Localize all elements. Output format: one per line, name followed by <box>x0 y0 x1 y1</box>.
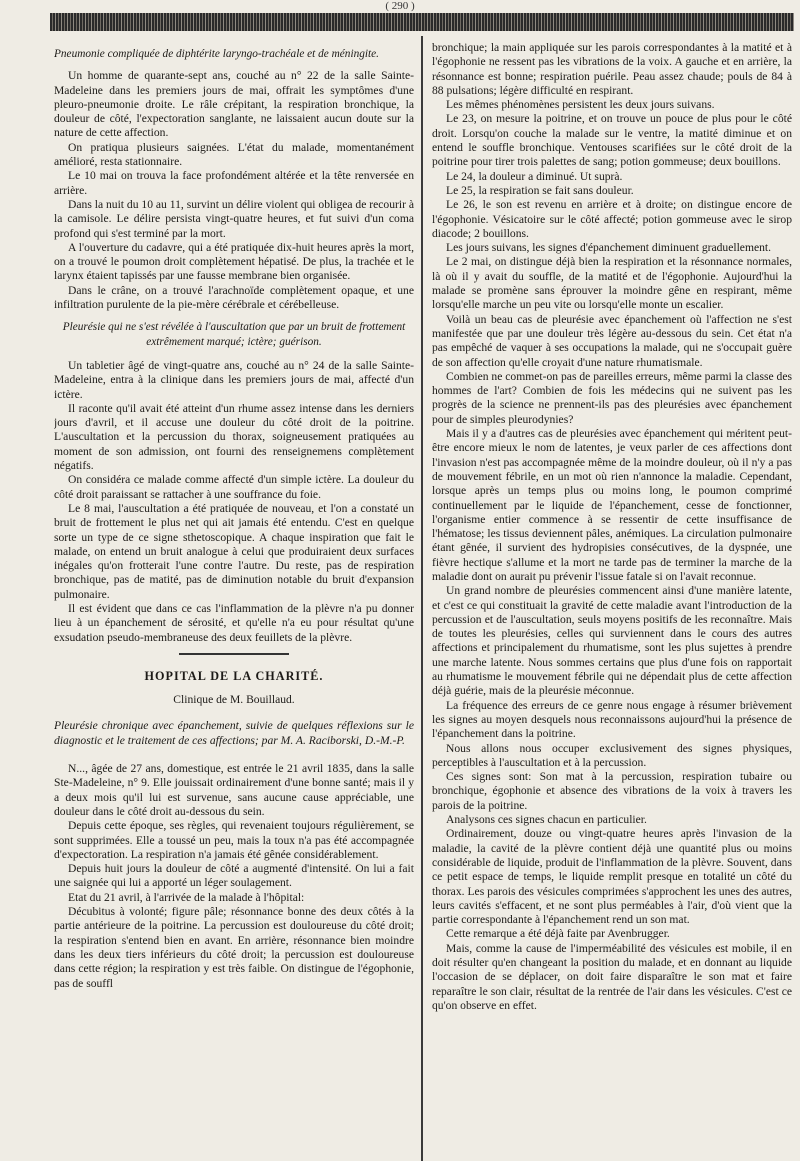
section-divider <box>179 653 289 655</box>
paragraph: Mais il y a d'autres cas de pleurésies avec épanchement qui méritent peut-être encore mieux le nom de latentes, je veux parler de ces affections dont l'invasion n'est pas accompagnée même de la moindre douleur, où il n'y a pas de mouvement fébrile, en un mot où rien n'annonce la maladie. Cependant, lorsque après un temps plus ou moins long, le poumon comprimé continuellement par le liquide de l'épanchement, cesse de fonctionner, l'organisme entier commence à se ressentir de cette insuffisance de l'hématose; les tissus deviennent pâles, anémiques. La circulation pulmonaire étant gênée, il survient des hydropisies consécutives, de la dyspnée, une fièvre hectique s'allume et la mort ne tarde pas de terminer la marche de la maladie dont on aurait pu prévenir l'issue fatale si on l'avait reconnue. <box>432 427 792 583</box>
paragraph: Les jours suivans, les signes d'épanchement diminuent graduellement. <box>446 241 772 255</box>
article-title-pleuresie-chronique: Pleurésie chronique avec épanchement, suivie de quelques réflexions sur le diagnostic et le traitement de ces affections; par M. A. Raciborski, D.-M.-P. <box>54 719 414 747</box>
right-column <box>432 41 792 1157</box>
paragraph: On pratiqua plusieurs saignées. L'état du malade, momentanément amélioré, resta stationnaire. <box>54 140 414 169</box>
article-title-pleuresie-frottement: Pleurésie qui ne s'est révélée à l'auscultation que par un bruit de frottement extrêmement marqué; ictère; guérison. <box>62 321 406 348</box>
hospital-heading: HOPITAL DE LA CHARITÉ. <box>144 668 324 683</box>
paragraph: Le 26, le son est revenu en arrière et à droite; on distingue encore de l'égophonie. Vésicatoire sur le côté affecté; potion gommeuse avec le sirop diacode; 2 bouillons. <box>432 198 792 240</box>
article-title-pneumonie: Pneumonie compliquée de diphtérite laryngo-trachéale et de méningite. <box>54 48 380 60</box>
paragraph: Analysons ces signes chacun en particulier. <box>446 813 647 827</box>
paragraph: Le 8 mai, l'auscultation a été pratiquée de nouveau, et l'on a constaté un bruit de frottement le plus net qui ait jamais été entendu. C'est en quelque sorte un type de ce signe sthetoscopique. A chaque inspiration que fait le malade, on entend un bruit analogue à celui que produiraient deux surfaces inégales qu'on frotterait l'une contre l'autre. Du reste, pas de respiration bronchique, pas de matité, pas de diminution notable du bruit d'expansion pulmonaire. <box>54 501 414 601</box>
paragraph: Voilà un beau cas de pleurésie avec épanchement où l'affection ne s'est manifestée que par une douleur très légère au-dessous du sein. Cet état n'a pas empêché de vaquer à ses occupations la malade, qui ne s'occupait guère de son affection qu'elle croyait d'une nature rhumatismale. <box>432 312 792 369</box>
left-column <box>54 41 414 1157</box>
paragraph: Un tabletier âgé de vingt-quatre ans, couché au n° 24 de la salle Sainte-Madeleine, entra à la clinique dans les premiers jours de mai, affecté d'un ictère. <box>54 358 414 401</box>
paragraph: Le 10 mai on trouva la face profondément altérée et la tête renversée en arrière. <box>54 169 414 197</box>
column-divider <box>421 36 423 1161</box>
paragraph: Etat du 21 avril, à l'arrivée de la malade à l'hôpital: <box>68 890 305 904</box>
paragraph: N..., âgée de 27 ans, domestique, est entrée le 21 avril 1835, dans la salle Ste-Madeleine, n° 9. Elle jouissait ordinairement d'une bonne santé; mais il y a deux mois qu'il lui est survenue, sans aucune cause appréciable, une douleur dans le côté droit au-dessous du sein. <box>54 762 414 818</box>
paragraph: Les mêmes phénomènes persistent les deux jours suivans. <box>446 98 715 112</box>
paragraph: Le 24, la douleur a diminué. Ut suprà. <box>446 169 623 183</box>
paragraph: Depuis huit jours la douleur de côté a augmenté d'intensité. On lui a fait une saignée qui lui a apporté un léger soulagement. <box>54 862 414 890</box>
paragraph: Cette remarque a été déjà faite par Avenbrugger. <box>446 927 670 941</box>
paragraph: Ces signes sont: Son mat à la percussion, respiration tubaire ou bronchique, égophonie et absence des vibrations de la voix à travers les parois de la poitrine. <box>432 770 792 812</box>
paragraph: Le 2 mai, on distingue déjà bien la respiration et la résonnance normales, là où il y avait du souffle, de la matité et de l'égophonie. Aujourd'hui la malade se promène sans éprouver la moindre gêne en respirant, même lorsqu'elle marche un peu vite ou lorsqu'elle monte un escalier. <box>432 255 792 312</box>
paragraph: On considéra ce malade comme affecté d'un simple ictère. La douleur du côté droit paraissant se rattacher à une souffrance du foie. <box>54 473 414 501</box>
paragraph: Mais, comme la cause de l'imperméabilité des vésicules est mobile, il en doit résulter qu'en changeant la position du malade, et en donnant au liquide l'occasion de se déplacer, on doit faire disparaître le son mat et faire reparaître le son clair, résultat de la rentrée de l'air dans les vésicules. C'est ce qu'on observe en effet. <box>432 941 792 1012</box>
paragraph: Dans le crâne, on a trouvé l'arachnoïde complètement opaque, et une infiltration purulente de la pie-mère cérébrale et cérébelleuse. <box>54 283 414 312</box>
paragraph: Un grand nombre de pleurésies commencent ainsi d'une manière latente, et c'est ce qui constituait la gravité de cette maladie avant l'introduction de la percussion et de l'auscultation, seuls moyens positifs de les reconnaître. Mais de toutes les pleurésies, celles qui surviennent dans le cours des autres affections et principalement du rhumatisme, sont les plus sujettes à prendre une marche latente. Nous sommes certains que plus d'une fois on rapportait au rhumatisme le mouvement fébrile qui ne dépendait plus de cette affection déjà guérie, mais de la pleurésie méconnue. <box>432 584 792 698</box>
paragraph: Depuis cette époque, ses règles, qui revenaient toujours régulièrement, se sont supprimées. Elle a toussé un peu, mais la toux n'a pas été accompagnée d'expectoration. La respiration n'a jamais été gênée considérablement. <box>54 819 414 861</box>
paragraph: La fréquence des erreurs de ce genre nous engage à résumer brièvement les signes au moyen desquels nous reconnaissons aujourd'hui la présence de l'épanchement dans la poitrine. <box>432 698 792 741</box>
page-number: ( 290 ) <box>385 0 415 12</box>
paragraph: Il raconte qu'il avait été atteint d'un rhume assez intense dans les derniers jours d'avril, et il accuse une douleur du côté droit de la poitrine. L'auscultation et la percussion du thorax, soigneusement pratiquées au moment de son admission, ont fourni des renseignemens complètement négatifs. <box>54 401 414 473</box>
paragraph: Nous allons nous occuper exclusivement des signes physiques, perceptibles à l'auscultation et à la percussion. <box>432 741 792 769</box>
paragraph: Ordinairement, douze ou vingt-quatre heures après l'invasion de la maladie, la cavité de la plèvre contient déjà une quantité plus ou moins considérable de liquide, produit de l'inflammation de la plèvre. Souvent, dans ce petit espace de temps, le liquide remplit presque en totalité un côté du thorax. Les parois des vésicules comprimées s'approchent les unes des autres, leurs cavités s'effacent, et ne sont plus perméables à l'air, d'où vient que la partie correspondante à l'épanchement rend un son mat. <box>432 827 792 927</box>
paragraph: Il est évident que dans ce cas l'inflammation de la plèvre n'a pu donner lieu à un épanchement de sérosité, et qu'elle n'a eu pour résultat qu'une exsudation pseudo-membraneuse des deux feuillets de la plèvre. <box>54 601 414 644</box>
clinic-heading: Clinique de M. Bouillaud. <box>173 693 295 707</box>
paragraph: A l'ouverture du cadavre, qui a été pratiquée dix-huit heures après la mort, on a trouvé le poumon droit complètement hépatisé. De plus, la trachée et le larynx étaient tapissés par une fausse membrane bien organisée. <box>54 240 414 283</box>
paragraph: Combien ne commet-on pas de pareilles erreurs, même parmi la classe des hommes de l'art? Combien de fois les médecins qui ne suivent pas les progrès de la science ne prennent-ils pas des pleurésies avec épanchement pour de simples pleurodynies? <box>432 369 792 426</box>
paragraph: Dans la nuit du 10 au 11, survint un délire violent qui obligea de recourir à la camisole. Le délire persista vingt-quatre heures, et fut suivi d'un coma profond qui s'est terminé par la mort. <box>54 197 414 240</box>
paragraph: Le 25, la respiration se fait sans douleur. <box>446 183 634 197</box>
header-rule <box>50 13 794 31</box>
paragraph: Un homme de quarante-sept ans, couché au n° 22 de la salle Sainte-Madeleine dans les premiers jours de mai, offrait les symptômes d'une pleuro-pneumonie droite. Le râle crépitant, la respiration bronchique, la douleur de côté, l'expectoration sanglante, ne laissaient aucun doute sur la nature de cette affection. <box>54 69 414 140</box>
paragraph: Décubitus à volonté; figure pâle; résonnance bonne des deux côtés à la partie antérieure de la poitrine. La percussion est douloureuse du côté droit; la respiration s'entend bien en avant. En arrière, résonnance bien moindre dans les deux tiers inférieurs du côté droit; la percussion est douloureuse dans cette région; la respiration y est très faible. On distingue de l'égophonie, pas de souffl <box>54 905 414 990</box>
paragraph: Le 23, on mesure la poitrine, et on trouve un pouce de plus pour le côté droit. Lorsqu'on couche la malade sur le ventre, la matité diminue et on entend le souffle bronchique. Ventouses scarifiées sur le côté droit de la poitrine pour tirer trois palettes de sang; potion gommeuse; deux bouillons. <box>432 112 792 169</box>
paragraph: bronchique; la main appliquée sur les parois correspondantes à la matité et à l'égophonie ne ressent pas les vibrations de la voix. A gauche et en arrière, la résonnance est bonne; respiration puérile. Peau assez chaude; pouls de 84 à 88 pulsations; légère difficulté en respirant. <box>432 41 792 97</box>
